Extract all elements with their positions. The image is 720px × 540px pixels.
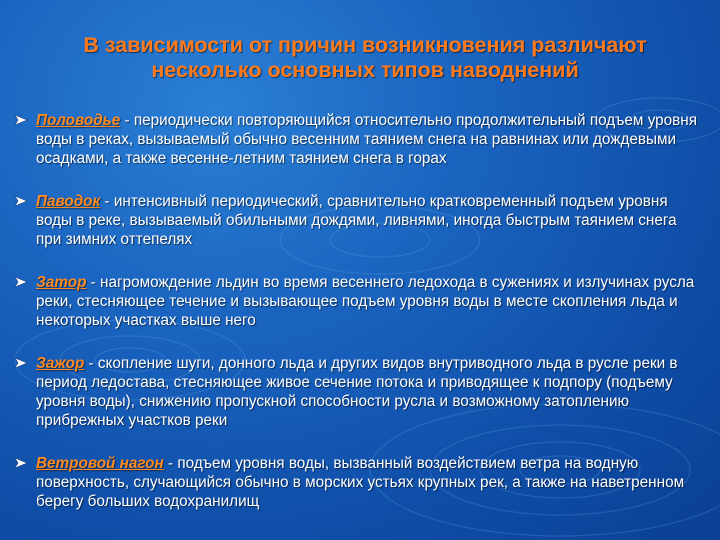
slide-title-line1: В зависимости от причин возникновения различают	[83, 33, 647, 57]
definition-vetrovoy-nagon: - подъем уровня воды, вызванный воздействием ветра на водную поверхность, случающийся обычно в морских устьях крупных рек, а также на наветренном берегу больших водохранилищ	[36, 455, 685, 510]
list-item-polovodye	[14, 111, 706, 168]
term-zazhor: Зажор	[36, 355, 85, 372]
list-item-vetrovoy-nagon	[14, 454, 706, 511]
slide-title	[40, 33, 690, 83]
term-vetrovoy-nagon: Ветровой нагон	[36, 455, 164, 472]
term-pavodok: Паводок	[36, 193, 101, 210]
list-item-zazhor	[14, 354, 706, 430]
definition-pavodok: - интенсивный периодический, сравнительно кратковременный подъем уровня воды в реке, вызываемый обильными дождями, ливнями, иногда быстрым таянием снега при зимних оттепелях	[36, 193, 677, 248]
term-polovodye: Половодье	[36, 112, 121, 129]
list-item-zator	[14, 273, 706, 330]
arrow-bullet-icon	[14, 457, 28, 469]
definition-zazhor: - скопление шуги, донного льда и других видов внутриводного льда в русле реки в период ледостава, стесняющее живое сечение потока и приводящее к подпору (подъему уровня воды), снижению пропускной способности русла и возможному затоплению прибрежных участков реки	[36, 355, 678, 429]
arrow-bullet-icon	[14, 357, 28, 369]
flood-types-list	[14, 111, 706, 535]
list-item-pavodok	[14, 192, 706, 249]
arrow-bullet-icon	[14, 114, 28, 126]
arrow-bullet-icon	[14, 276, 28, 288]
term-zator: Затор	[36, 274, 87, 291]
definition-zator: - нагромождение льдин во время весеннего ледохода в сужениях и излучинах русла реки, стесняющее течение и вызывающее подъем уровня воды в месте скопления льда и некоторых участках выше него	[36, 274, 695, 329]
slide-title-line2: несколько основных типов наводнений	[151, 58, 579, 82]
arrow-bullet-icon	[14, 195, 28, 207]
definition-polovodye: - периодически повторяющийся относительно продолжительный подъем уровня воды в реках, вызываемый обычно весенним таянием снега на равнинах или дождевыми осадками, а также весенне-летним таянием снега в горах	[36, 112, 698, 167]
